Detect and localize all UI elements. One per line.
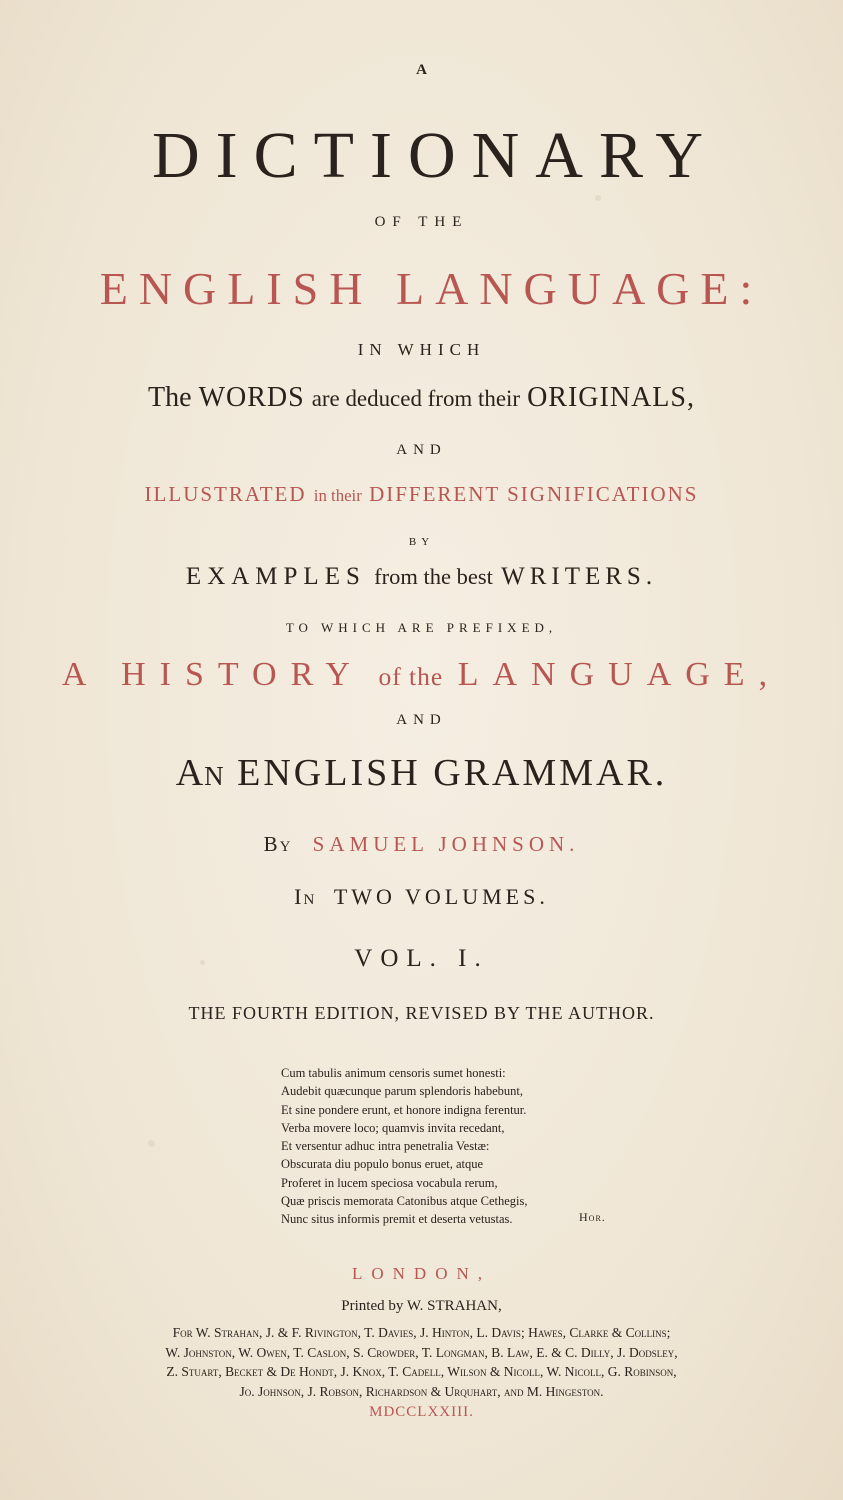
volumes-line-part: TWO VOLUMES.: [333, 884, 549, 909]
examples-line-part: from the best: [374, 564, 493, 589]
conjunction-by: BY: [408, 536, 435, 548]
epigraph-line: Et sine pondere erunt, et honore indigna ferentur.: [281, 1102, 527, 1117]
epigraph-line: Cum tabulis animum censoris sumet honesti:: [281, 1066, 506, 1080]
imprint-printed-by: Printed by W. STRAHAN,: [341, 1298, 502, 1314]
epigraph-attribution: Hor.: [579, 1210, 606, 1224]
conjunction-and: AND: [396, 712, 447, 728]
illustrated-line-part: ILLUSTRATED: [144, 482, 307, 506]
volumes-line-part: In: [294, 884, 317, 909]
epigraph-line: Quæ priscis memorata Catonibus atque Cethegis,: [281, 1194, 528, 1209]
edition-statement: THE FOURTH EDITION, REVISED BY THE AUTHOR.: [188, 1003, 655, 1023]
examples-line-part: WRITERS.: [501, 563, 658, 590]
words-line-part: WORDS: [198, 382, 305, 413]
words-line-part: are deduced from their: [311, 386, 521, 411]
epigraph-line: Audebit quæcunque parum splendoris habebunt,: [281, 1084, 523, 1099]
author-line: [0, 832, 843, 857]
imprint-place: LONDON,: [351, 1264, 492, 1283]
booksellers-line: W. Johnston, W. Owen, T. Caslon, S. Crowder, T. Longman, B. Law, E. & C. Dilly, J. Dodsley,: [165, 1344, 678, 1360]
paper-blemish: [595, 195, 601, 201]
subtitle-in-which: IN WHICH: [357, 340, 486, 359]
booksellers-line: Jo. Johnson, J. Robson, Richardson & Urquhart, and M. Hingeston.: [239, 1383, 604, 1399]
conjunction-and: AND: [396, 442, 447, 458]
grammar-line-part: ENGLISH GRAMMAR.: [237, 752, 668, 794]
imprint-booksellers: [0, 1323, 843, 1401]
grammar-line-part: An: [175, 752, 225, 794]
epigraph-line: Obscurata diu populo bonus eruet, atque: [281, 1157, 484, 1172]
title-of-the: OF THE: [374, 214, 469, 230]
subtitle-illustrated-line: [0, 482, 843, 507]
epigraph-line: Et versentur adhuc intra penetralia Vestæ:: [281, 1139, 490, 1154]
illustrated-line-part: in their: [313, 486, 362, 505]
words-line-part: ORIGINALS,: [527, 382, 695, 413]
subtitle-grammar-line: [0, 751, 843, 795]
volume-number: VOL. I.: [354, 945, 489, 972]
title-article: A: [416, 62, 427, 78]
examples-line-part: EXAMPLES: [185, 563, 366, 590]
history-line-part: A HISTORY: [61, 656, 364, 693]
subtitle-words-line: [0, 382, 843, 414]
subtitle-prefixed: TO WHICH ARE PREFIXED,: [285, 620, 558, 635]
words-line-part: The: [148, 382, 192, 413]
booksellers-line: For W. Strahan, J. & F. Rivington, T. Davies, J. Hinton, L. Davis; Hawes, Clarke & Collins;: [172, 1325, 671, 1340]
imprint-date: MDCCLXXIII.: [369, 1404, 474, 1420]
author-line-part: By: [263, 832, 293, 856]
title-language: ENGLISH LANGUAGE:: [99, 263, 764, 314]
subtitle-examples-line: [0, 563, 843, 591]
epigraph-line: Verba movere loco; quamvis invita recedant,: [281, 1120, 505, 1135]
history-line-part: LANGUAGE,: [457, 656, 782, 693]
history-line-part: of the: [378, 662, 444, 691]
paper-blemish: [148, 1140, 155, 1147]
epigraph-line: Nunc situs informis premit et deserta vetustas.: [281, 1212, 513, 1227]
subtitle-history-line: [0, 656, 843, 694]
title-main: DICTIONARY: [152, 119, 719, 192]
latin-epigraph: [281, 1064, 631, 1229]
illustrated-line-part: DIFFERENT SIGNIFICATIONS: [369, 482, 699, 506]
author-name: SAMUEL JOHNSON.: [312, 832, 580, 856]
booksellers-line: Z. Stuart, Becket & De Hondt, J. Knox, T. Cadell, Wilson & Nicoll, W. Nicoll, G. Robinson,: [166, 1364, 677, 1379]
volumes-line: [0, 884, 843, 910]
epigraph-line: Proferet in lucem speciosa vocabula rerum,: [281, 1175, 498, 1190]
